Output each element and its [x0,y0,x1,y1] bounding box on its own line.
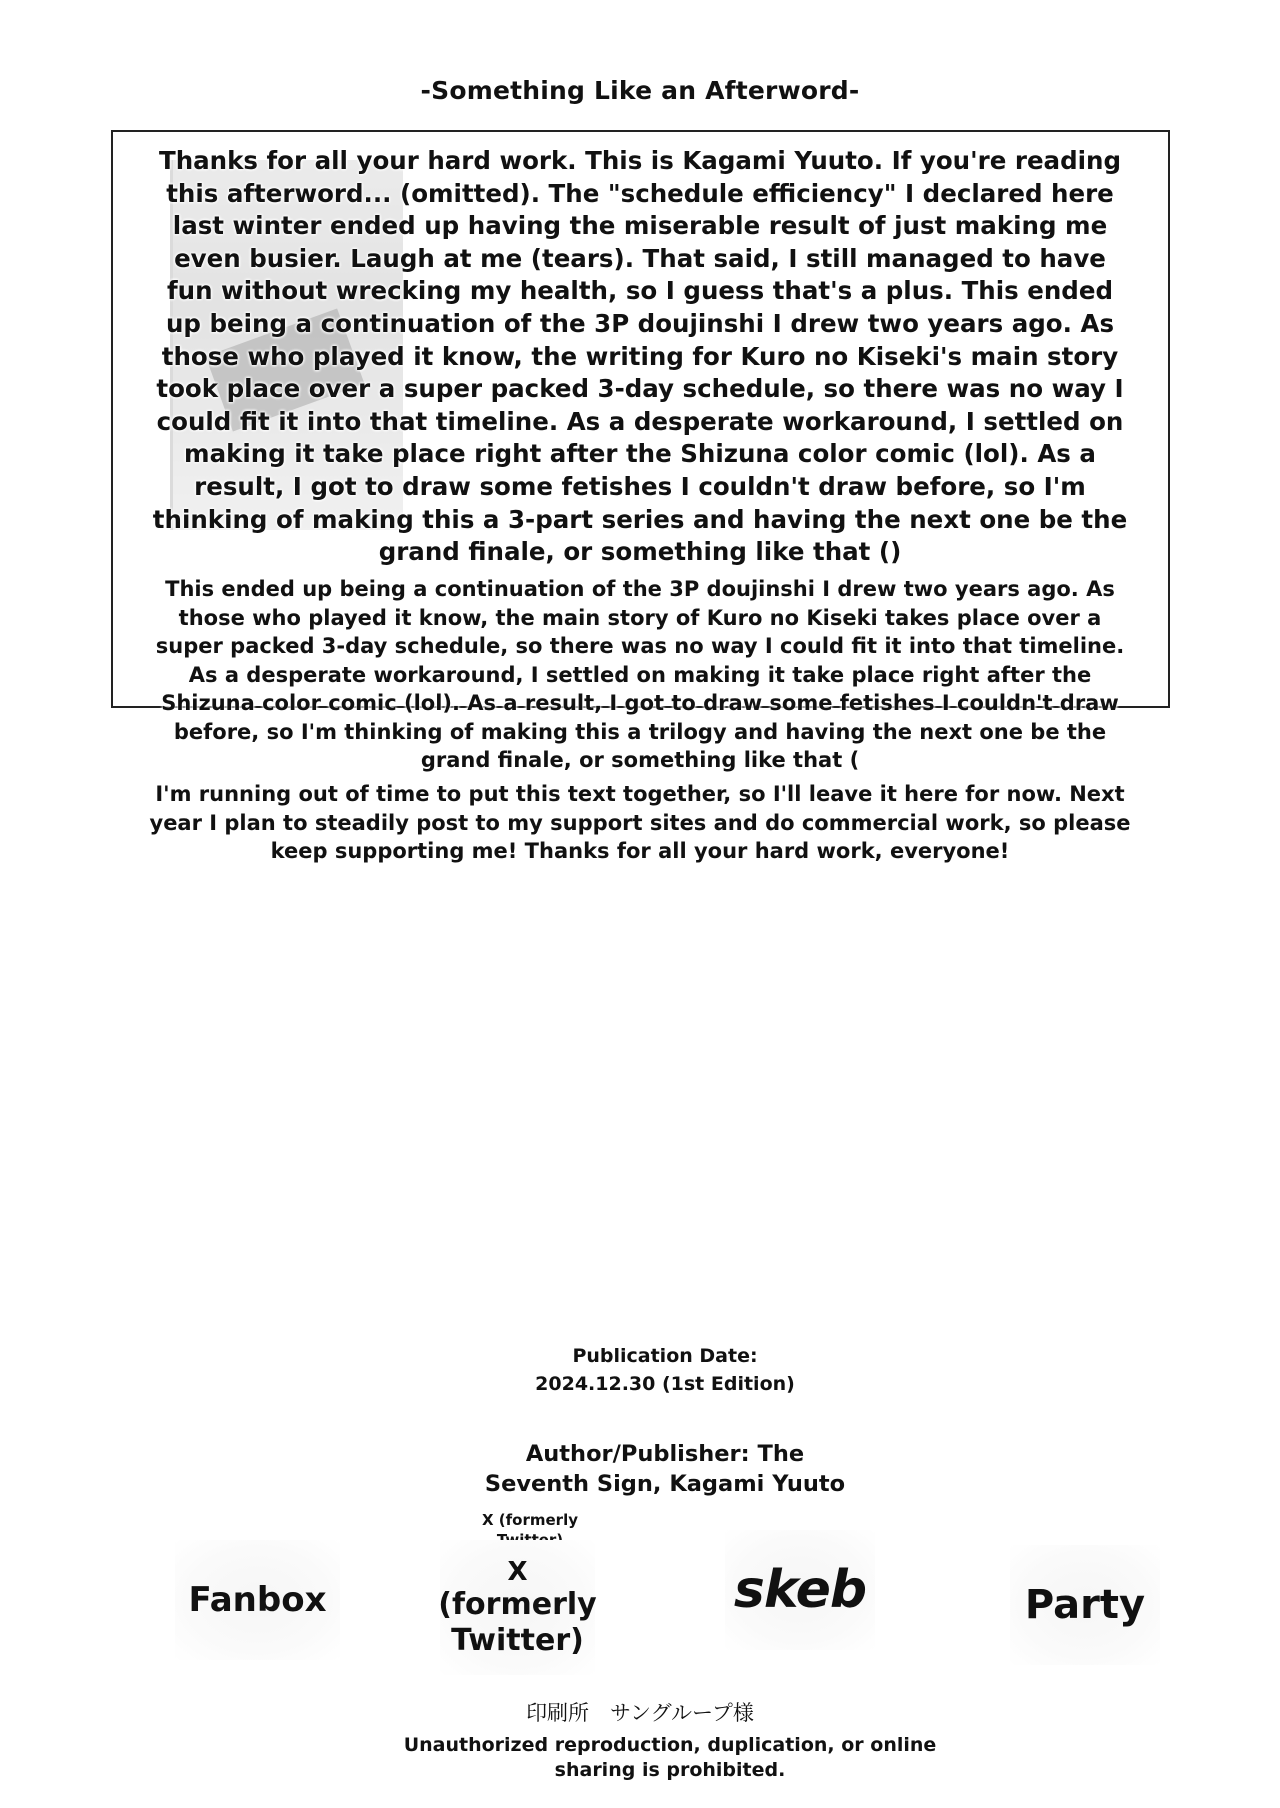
fanbox-link[interactable] [175,1540,340,1660]
skeb-link[interactable] [725,1530,875,1650]
author-line-1: Author/Publisher: The [525,1441,805,1467]
afterword-paragraph-3: I'm running out of time to put this text together, so I'll leave it here for now. Next year I plan to steadily post to my support sites and do commercial work, so please keep supporting me! Thanks for all your hard work, everyone! [149,782,1131,863]
afterword-paragraph-2: This ended up being a continuation of the 3P doujinshi I drew two years ago. As those who played it know, the main story of Kuro no Kiseki takes place over a super packed 3-day schedule, so there was no way I could fit it into that timeline. As a desperate workaround, I settled on making it take place right after the Shizuna color comic (lol). As a result, I got to draw some fetishes I couldn't draw before, so I'm thinking of making this a trilogy and having the next one be the grand finale, or something like that ( [155,577,1125,772]
author-line-2: Seventh Sign, Kagami Yuuto [484,1471,846,1497]
reproduction-notice: Unauthorized reproduction, duplication, or online sharing is prohibited. [403,1734,937,1781]
x-icon: X [507,1556,528,1587]
page-title: -Something Like an Afterword- [420,76,860,105]
x-label-line-2: (formerly [438,1586,597,1622]
publication-date-label: Publication Date: [572,1345,758,1367]
afterword-paragraph-1: Thanks for all your hard work. This is Kagami Yuuto. If you're reading this afterword... (omitted). The "schedule efficiency" I declared here last winter ended up having the miserable result of just making me even busier. Laugh at me (tears). That said, I still managed to have fun without wrecking my health, so I guess that's a plus. This ended up being a continuation of the 3P doujinshi I drew two years ago. As those who played it know, the writing for Kuro no Kiseki's main story took place over a super packed 3-day schedule, so there was no way I could fit it into that timeline. As a desperate workaround, I settled on making it take place right after the Shizuna color comic (lol). As a result, I got to draw some fetishes I couldn't draw before, so I'm thinking of making this a 3-part series and having the next one be the grand finale, or something like that () [152,146,1128,567]
party-link[interactable] [1010,1545,1160,1665]
x-label-line-3: Twitter) [451,1622,584,1658]
x-small-label-line-1: X (formerly [482,1511,578,1529]
printer-credit: 印刷所 サングループ様 [526,1701,754,1725]
fanbox-label: Fanbox [188,1580,327,1620]
skeb-logo: skeb [733,1560,867,1620]
party-label: Party [1024,1582,1146,1628]
x-link[interactable] [440,1540,595,1675]
publication-date-value: 2024.12.30 (1st Edition) [535,1373,795,1395]
